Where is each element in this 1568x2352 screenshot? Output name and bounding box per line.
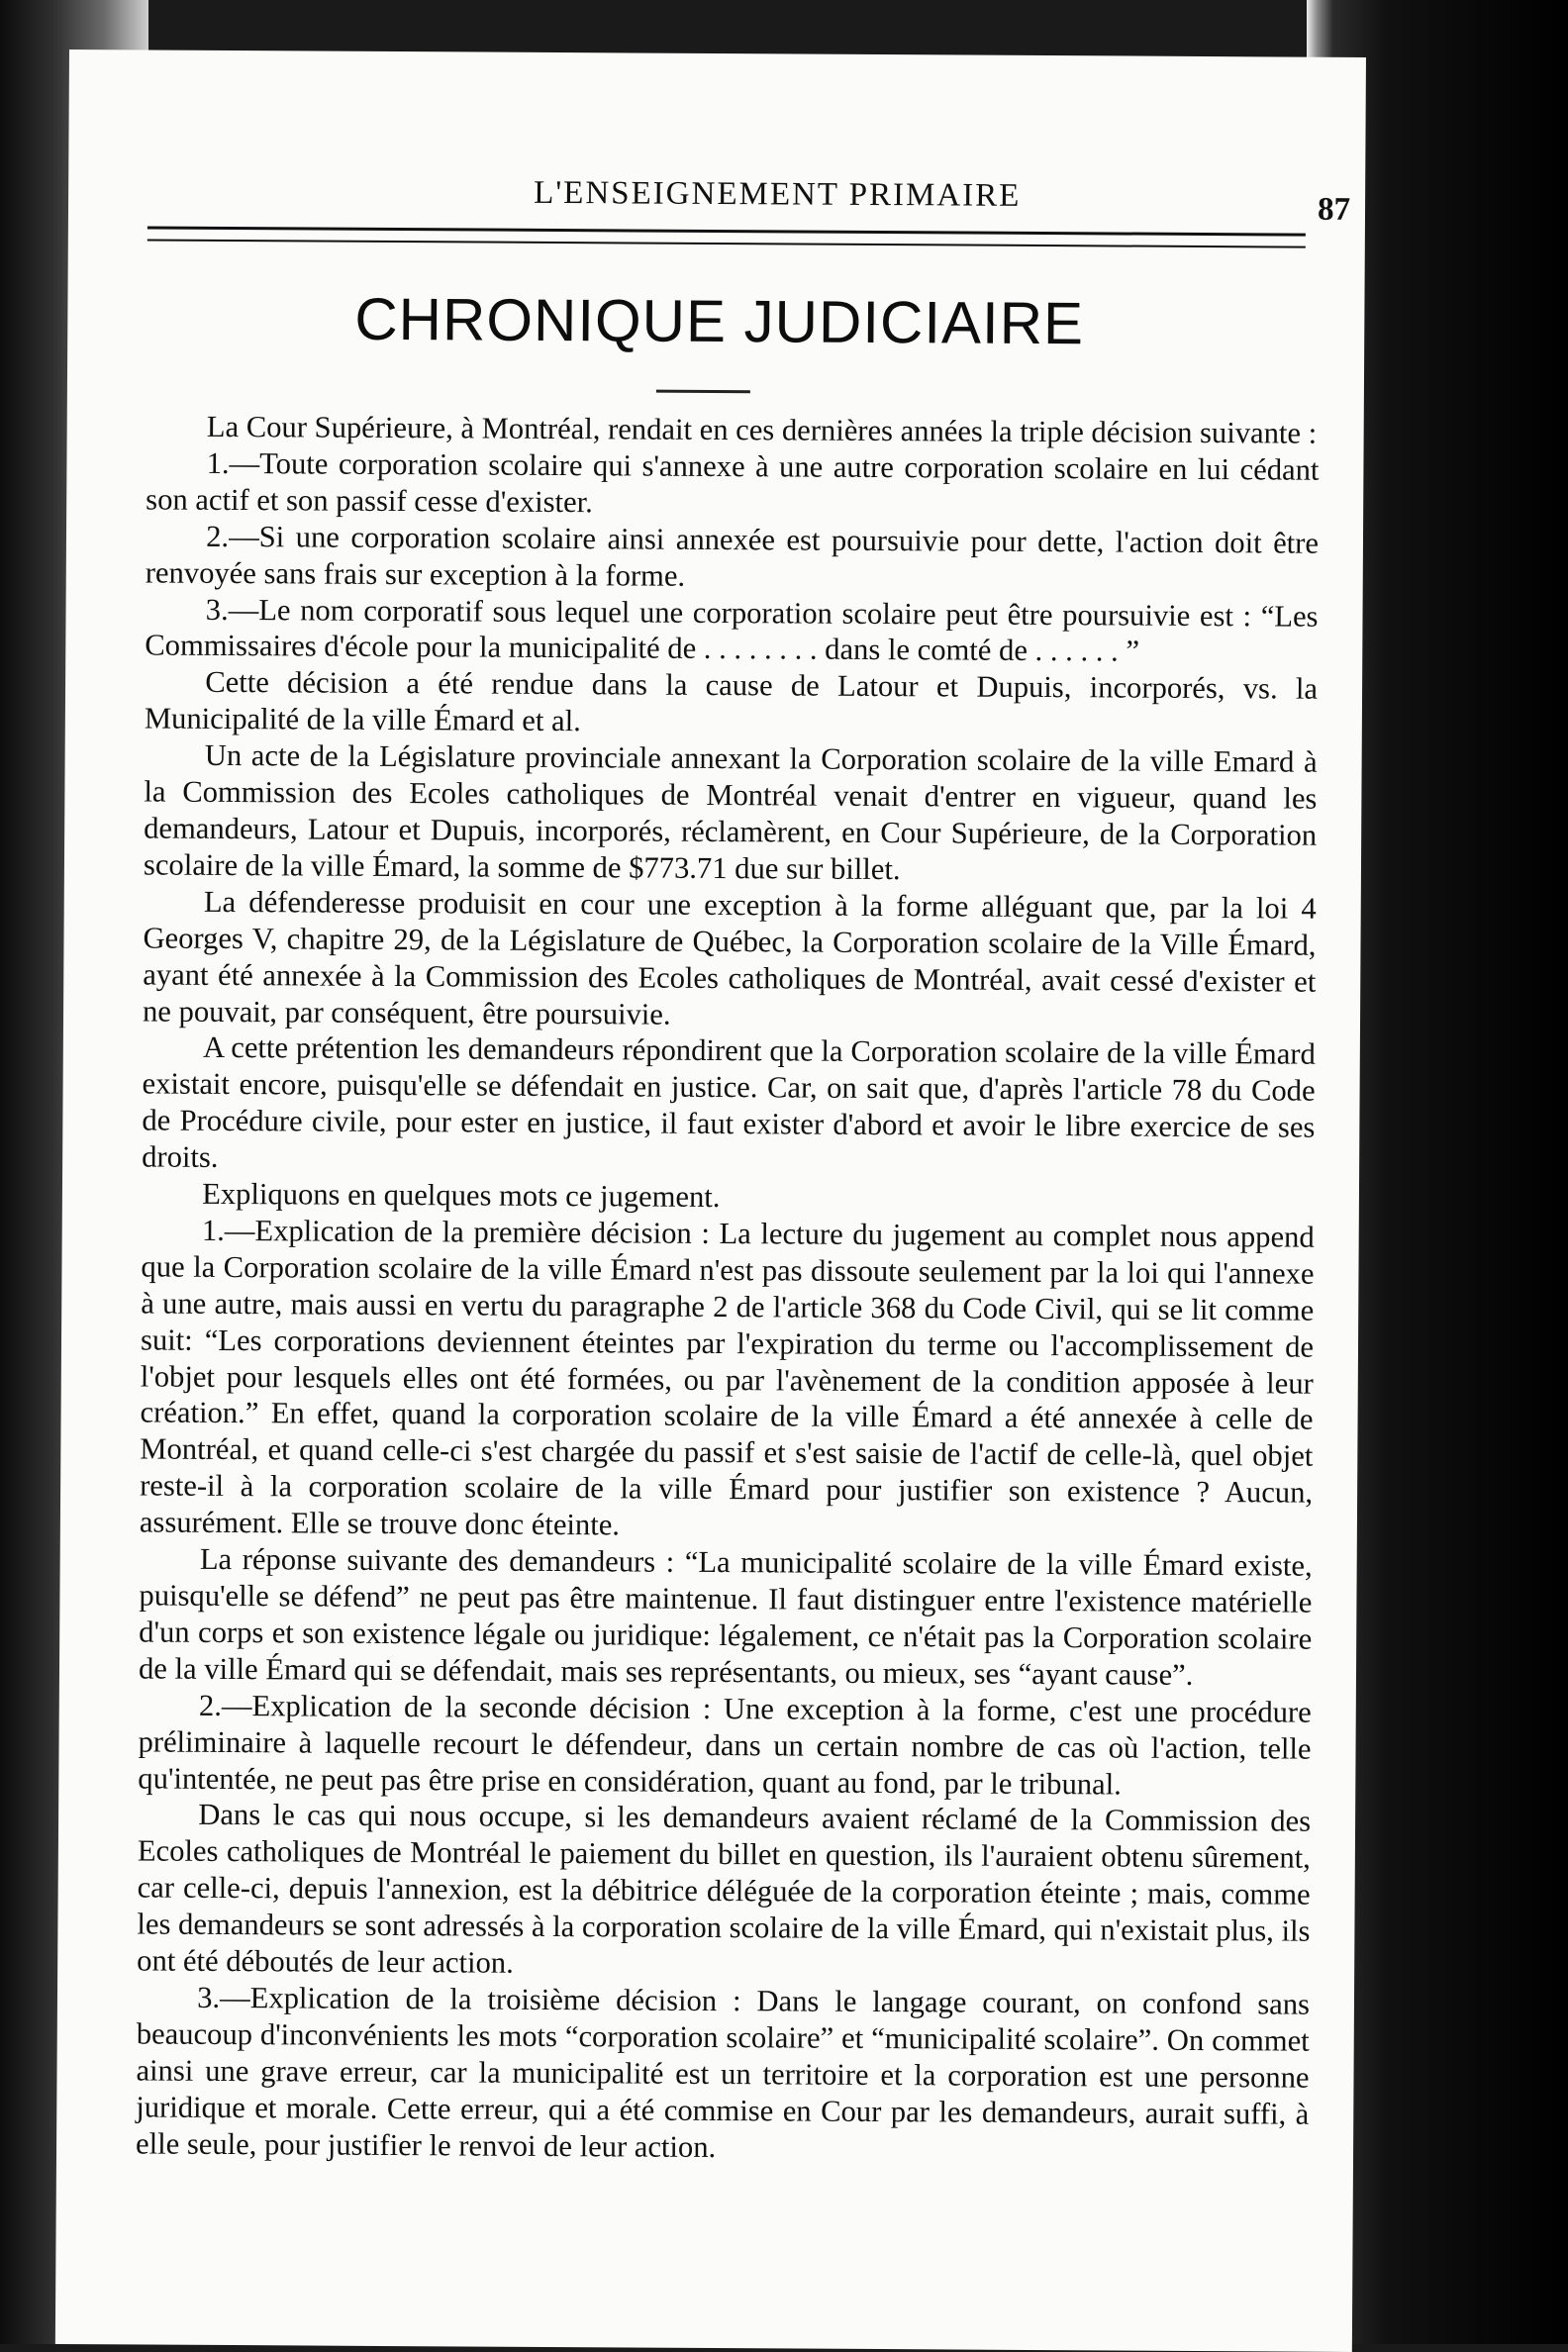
running-title: L'ENSEIGNEMENT PRIMAIRE <box>534 174 1022 214</box>
title-divider <box>656 390 750 394</box>
paragraph: 2.—Si une corporation scolaire ainsi annexée est poursuivie pour dette, l'action doit être renvoyée sans frais sur exception à la forme. <box>145 519 1320 593</box>
paragraph: La Cour Supérieure, à Montréal, rendait en ces dernières années la triple décision suivante : <box>206 409 1318 450</box>
article-title: CHRONIQUE JUDICIAIRE <box>354 285 1085 357</box>
paragraph: 3.—Le nom corporatif sous lequel une corporation scolaire peut être poursuivie est : “Les Commissaires d'école pour la municipalité de . . . . . . . . dans le comté de . . . . . . ” <box>145 592 1319 669</box>
paragraph: La réponse suivante des demandeurs : “La municipalité scolaire de la ville Émard existe, puisqu'elle se défend” ne peut pas être maintenue. Il faut distinguer entre l'existence matérielle d'un corps et son existence légale ou juridique: légalement, ce n'était pas la Corporation scolaire de la ville Émard qui se défendait, mais ses représentants, ou mieux, ses “ayant cause”. <box>138 1541 1313 1692</box>
paragraph: A cette prétention les demandeurs répondirent que la Corporation scolaire de la ville Émard existait encore, puisqu'elle se défendait en justice. Car, on sait que, d'après l'article 78 du Code de Procédure civile, pour ester en justice, il faut exister d'abord et avoir le libre exercice de ses droits. <box>142 1030 1316 1175</box>
paragraph: Expliquons en quelques mots ce jugement. <box>202 1176 721 1215</box>
paragraph: Un acte de la Législature provinciale annexant la Corporation scolaire de la ville Emard à la Commission des Ecoles catholiques de Montréal venait d'entrer en vigueur, quand les demandeurs, Latour et Dupuis, incorporés, réclamèrent, en Cour Supérieure, de la Corporation scolaire de la ville Émard, la somme de $773.71 due sur billet. <box>143 738 1318 887</box>
paragraph: 1.—Explication de la première décision : La lecture du jugement au complet nous append que la Corporation scolaire de la ville Émard n'est pas dissoute seulement par la loi qui l'annexe à une autre, mais aussi en vertu du paragraphe 2 de l'article 368 du Code Civil, qui se lit comme suit: “Les corporations deviennent éteintes par l'expiration du terme ou l'accomplissement de l'objet pour lesquels elles ont été formées, ou par l'avènement de la condition apposée à leur création.” En effet, quand la corporation scolaire de la ville Émard a été annexée à celle de Montréal, et quand celle-ci s'est chargée du passif et s'est saisie de l'actif de celle-là, quel objet reste-il à la corporation scolaire de la ville Émard pour justifier son existence ? Aucun, assurément. Elle se trouve donc éteinte. <box>139 1213 1315 1542</box>
paragraph: 1.—Toute corporation scolaire qui s'annexe à une autre corporation scolaire en lui cédant son actif et son passif cesse d'exister. <box>146 445 1320 520</box>
paragraph: Dans le cas qui nous occupe, si les demandeurs avaient réclamé de la Commission des Ecoles catholiques de Montréal le paiement du billet en question, ils l'auraient obtenu sûrement, car celle-ci, depuis l'annexion, est la débitrice déléguée de la corporation éteinte ; mais, comme les demandeurs se sont adressés à la corporation scolaire de la ville Émard, qui n'existait plus, ils ont été déboutés de leur action. <box>137 1798 1312 1980</box>
paragraph: Cette décision a été rendue dans la cause de Latour et Dupuis, incorporés, vs. la Municipalité de la ville Émard et al. <box>144 665 1319 738</box>
paragraph: 2.—Explication de la seconde décision : Une exception à la forme, c'est une procédure préliminaire à laquelle recourt le défendeur, dans un certain nombre de cas où l'action, telle qu'intentée, ne peut pas être prise en considération, quant au fond, par le tribunal. <box>138 1688 1312 1802</box>
paragraph: 3.—Explication de la troisième décision : Dans le langage courant, on confond sans beaucoup d'inconvénients les mots “corporation scolaire” et “municipalité scolaire”. On commet ainsi une grave erreur, car la municipalité est un territoire et la corporation est une personne juridique et morale. Cette erreur, qui a été commise en Cour par les demandeurs, aurait suffi, à elle seule, pour justifier le renvoi de leur action. <box>135 1980 1311 2164</box>
article-body <box>136 408 1320 2169</box>
page-header <box>147 166 1365 234</box>
paragraph: La défenderesse produisit en cour une exception à la forme alléguant que, par la loi 4 Georges V, chapitre 29, de la Législature de Québec, la Corporation scolaire de la Ville Émard, ayant été annexée à la Commission des Ecoles catholiques de Montréal, avait cessé d'exister et ne pouvait, par conséquent, être poursuivie. <box>142 884 1317 1031</box>
page-number: 87 <box>1317 191 1351 228</box>
book-page <box>55 49 1366 2352</box>
